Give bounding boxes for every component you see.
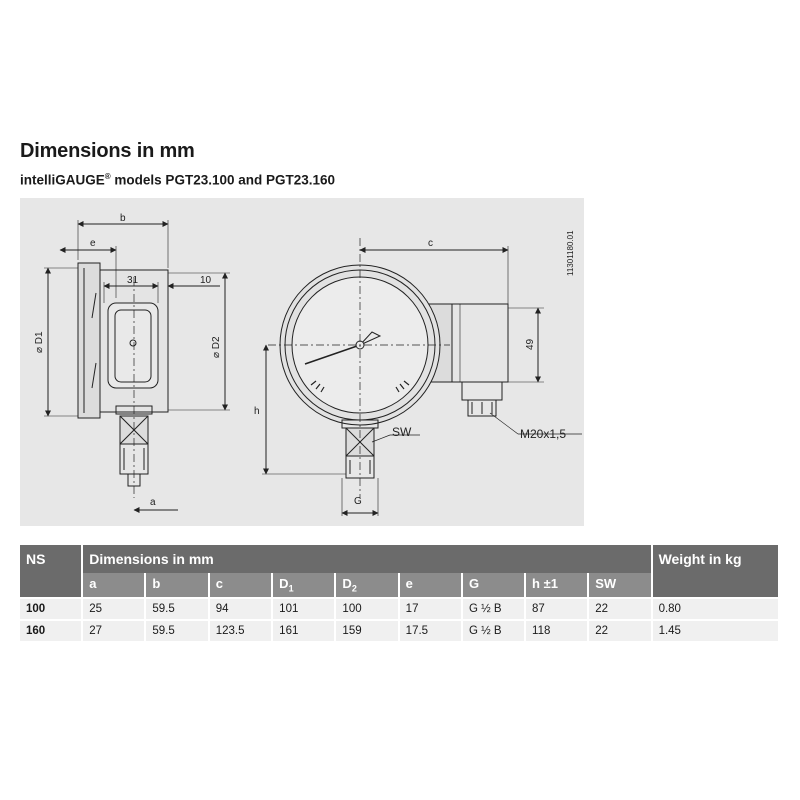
table-cell: 118 (525, 620, 588, 641)
label-m20-thread: M20x1,5 (520, 427, 567, 441)
col-header-d2: $D_2$ (335, 573, 398, 598)
table-cell: 25 (82, 598, 145, 620)
col-header-h: h ±1 (525, 573, 588, 598)
header-weight: Weight in kg (652, 545, 778, 598)
row-weight: 1.45 (652, 620, 778, 641)
table-cell: 159 (335, 620, 398, 641)
table-cell: 100 (335, 598, 398, 620)
table-cell: 22 (588, 620, 651, 641)
table-cell: 94 (209, 598, 272, 620)
dim-label-a: a (150, 497, 156, 508)
table-cell: 161 (272, 620, 335, 641)
page-title: Dimensions in mm (20, 140, 195, 162)
col-header-g: G (462, 573, 525, 598)
registered-mark: ® (104, 172, 111, 181)
table-cell: 59.5 (145, 598, 208, 620)
dim-label-e: e (90, 238, 96, 249)
technical-drawing (20, 198, 584, 526)
col-header-e: e (399, 573, 462, 598)
table-cell: 17.5 (399, 620, 462, 641)
dim-label-d1: ⌀ D1 (34, 331, 45, 353)
col-header-d1: $D_1$ (272, 573, 335, 598)
row-weight: 0.80 (652, 598, 778, 620)
subtitle-models: models PGT23.100 and PGT23.160 (110, 172, 336, 188)
table-cell: 87 (525, 598, 588, 620)
table-row (20, 598, 778, 620)
row-ns: 160 (20, 620, 82, 641)
dim-label-g: G (354, 496, 362, 507)
dim-label-b: b (120, 213, 126, 224)
front-view (254, 238, 582, 516)
row-ns: 100 (20, 598, 82, 620)
dim-label-d2: ⌀ D2 (211, 336, 222, 358)
table-cell: 27 (82, 620, 145, 641)
page-subtitle (20, 172, 335, 188)
drawing-number: 11301180.01 (566, 230, 575, 276)
table-cell: G ½ B (462, 620, 525, 641)
col-header-sw: SW (588, 573, 651, 598)
dim-label-49: 49 (525, 338, 536, 350)
col-header-a: a (82, 573, 145, 598)
label-sw: SW (392, 425, 412, 439)
dim-label-10: 10 (200, 275, 212, 286)
table-cell: G ½ B (462, 598, 525, 620)
col-header-b: b (145, 573, 208, 598)
dim-label-31: 31 (127, 275, 139, 286)
col-header-c: c (209, 573, 272, 598)
side-view (34, 213, 230, 510)
subtitle-brand: intelliGAUGE (20, 172, 105, 188)
table-row (20, 620, 778, 641)
table-cell: 123.5 (209, 620, 272, 641)
table-cell: 22 (588, 598, 651, 620)
dim-label-h: h (254, 406, 260, 417)
table-cell: 59.5 (145, 620, 208, 641)
table-cell: 101 (272, 598, 335, 620)
header-dimensions: Dimensions in mm (82, 545, 651, 573)
table-cell: 17 (399, 598, 462, 620)
dimensions-table (20, 545, 778, 641)
header-ns: NS (20, 545, 82, 598)
dim-label-c: c (428, 238, 433, 249)
